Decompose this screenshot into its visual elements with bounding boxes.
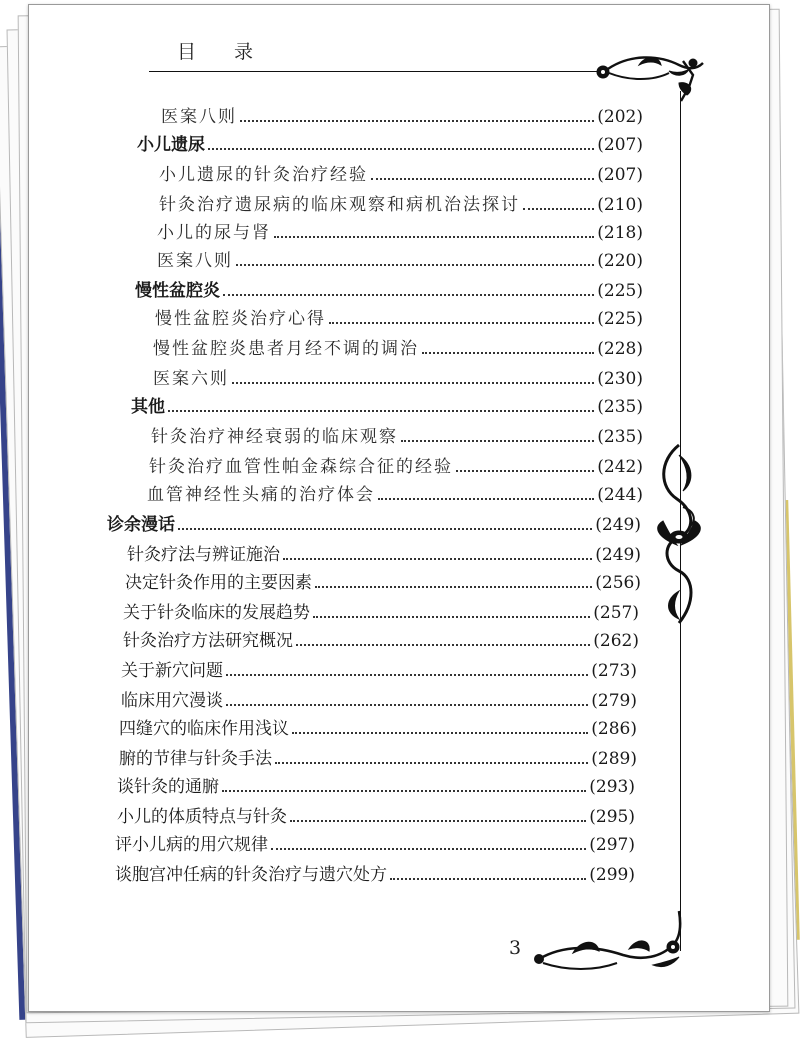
toc-entry-page: (210) [597,195,643,215]
toc-entry [117,801,635,827]
page-header-title: 目 录 [177,41,270,63]
toc-entry-page: (242) [597,457,643,477]
toc-entry-title: 慢性盆腔炎患者月经不调的调治 [153,339,419,359]
toc-entry-page: (207) [597,135,643,155]
toc-entry-title: 决定针灸作用的主要因素 [125,573,312,592]
toc-leader [240,120,594,122]
toc-entry-page: (220) [597,251,643,271]
toc-entry [157,245,643,271]
toc-entry-page: (225) [597,281,643,301]
toc-entry [107,509,641,535]
book-page [28,4,770,1012]
toc-entry-title: 针灸治疗遗尿病的临床观察和病机治法探讨 [159,195,520,215]
toc-entry-page: (273) [591,661,637,681]
toc-entry [131,391,643,417]
toc-entry-title: 临床用穴漫谈 [121,691,223,710]
toc-entry-page: (218) [597,223,643,243]
toc-leader [313,616,590,618]
page-number: 3 [509,937,522,959]
toc-entry-title: 医案八则 [161,107,237,127]
toc-entry-title: 腑的节律与针灸手法 [119,749,272,768]
toc-leader [422,352,594,354]
toc-leader [222,790,586,792]
toc-entry-title: 关于针灸临床的发展趋势 [123,603,310,622]
toc-entry [119,743,637,769]
toc-entry [123,597,639,623]
toc-entry-page: (289) [591,749,637,769]
toc-leader [271,848,586,850]
toc-entry-title: 医案八则 [157,251,233,271]
toc-entry [151,421,643,447]
toc-entry-page: (225) [597,309,643,329]
toc-entry-title: 医案六则 [153,369,229,389]
toc-entry-title: 针灸疗法与辨证施治 [127,545,280,564]
toc-entry-title: 小儿的体质特点与针灸 [117,807,287,826]
toc-entry-title: 诊余漫话 [107,515,175,534]
toc-entry [117,771,635,797]
toc-leader [456,470,594,472]
toc-leader [329,322,594,324]
toc-entry-title: 谈针灸的通腑 [117,777,219,796]
toc-entry-title: 四缝穴的临床作用浅议 [119,719,289,738]
toc-entry [123,625,639,651]
toc-entry-page: (297) [589,835,635,855]
toc-leader [232,382,594,384]
toc-leader [223,294,594,296]
toc-entry-page: (293) [589,777,635,797]
toc-leader [236,264,594,266]
table-of-contents [29,5,769,1011]
toc-leader [296,644,590,646]
toc-entry [125,567,641,593]
toc-entry-page: (235) [597,427,643,447]
toc-leader [283,558,592,560]
toc-entry-page: (257) [593,603,639,623]
toc-entry-title: 慢性盆腔炎 [135,281,220,300]
toc-leader [178,528,592,530]
toc-entry-page: (295) [589,807,635,827]
toc-leader [226,704,588,706]
toc-entry-page: (256) [595,573,641,593]
toc-entry-page: (299) [589,865,635,885]
toc-entry-title: 血管神经性头痛的治疗体会 [147,485,375,505]
toc-entry-title: 针灸治疗血管性帕金森综合征的经验 [149,457,453,477]
toc-entry-title: 谈胞宫冲任病的针灸治疗与遗穴处方 [115,865,387,884]
toc-leader [390,878,586,880]
toc-entry-title: 关于新穴问题 [121,661,223,680]
toc-leader [292,732,588,734]
toc-entry [121,655,637,681]
toc-entry [115,829,635,855]
toc-entry [121,685,637,711]
toc-leader [401,440,594,442]
toc-entry [127,539,641,565]
toc-entry-page: (230) [597,369,643,389]
toc-leader [226,674,588,676]
toc-entry-page: (202) [597,107,643,127]
toc-entry-title: 针灸治疗方法研究概况 [123,631,293,650]
toc-entry-page: (279) [591,691,637,711]
toc-entry-title: 其他 [131,397,165,416]
toc-leader [208,148,594,150]
toc-leader [523,208,594,210]
toc-leader [378,498,594,500]
toc-leader [274,236,594,238]
toc-entry [153,333,643,359]
toc-entry [153,363,643,389]
toc-entry-title: 小儿的尿与肾 [157,223,271,243]
toc-entry-page: (262) [593,631,639,651]
toc-entry-page: (244) [597,485,643,505]
toc-entry-title: 针灸治疗神经衰弱的临床观察 [151,427,398,447]
toc-entry [149,451,643,477]
toc-entry-title: 评小儿病的用穴规律 [115,835,268,854]
toc-entry-page: (235) [597,397,643,417]
toc-entry [147,479,643,505]
toc-entry-page: (286) [591,719,637,739]
toc-entry [161,101,643,127]
toc-entry [157,217,643,243]
toc-entry-title: 小儿遗尿 [137,135,205,154]
toc-leader [290,820,586,822]
toc-entry [115,859,635,885]
toc-entry-page: (249) [595,515,641,535]
toc-entry-page: (207) [597,165,643,185]
toc-entry [159,159,643,185]
toc-entry-title: 小儿遗尿的针灸治疗经验 [159,165,368,185]
toc-entry-page: (249) [595,545,641,565]
toc-entry [159,189,643,215]
toc-leader [371,178,594,180]
toc-entry [119,713,637,739]
toc-leader [315,586,592,588]
toc-entry [135,275,643,301]
toc-leader [275,762,588,764]
toc-entry-title: 慢性盆腔炎治疗心得 [155,309,326,329]
toc-entry [155,303,643,329]
toc-entry [137,129,643,155]
toc-entry-page: (228) [597,339,643,359]
toc-leader [168,410,594,412]
